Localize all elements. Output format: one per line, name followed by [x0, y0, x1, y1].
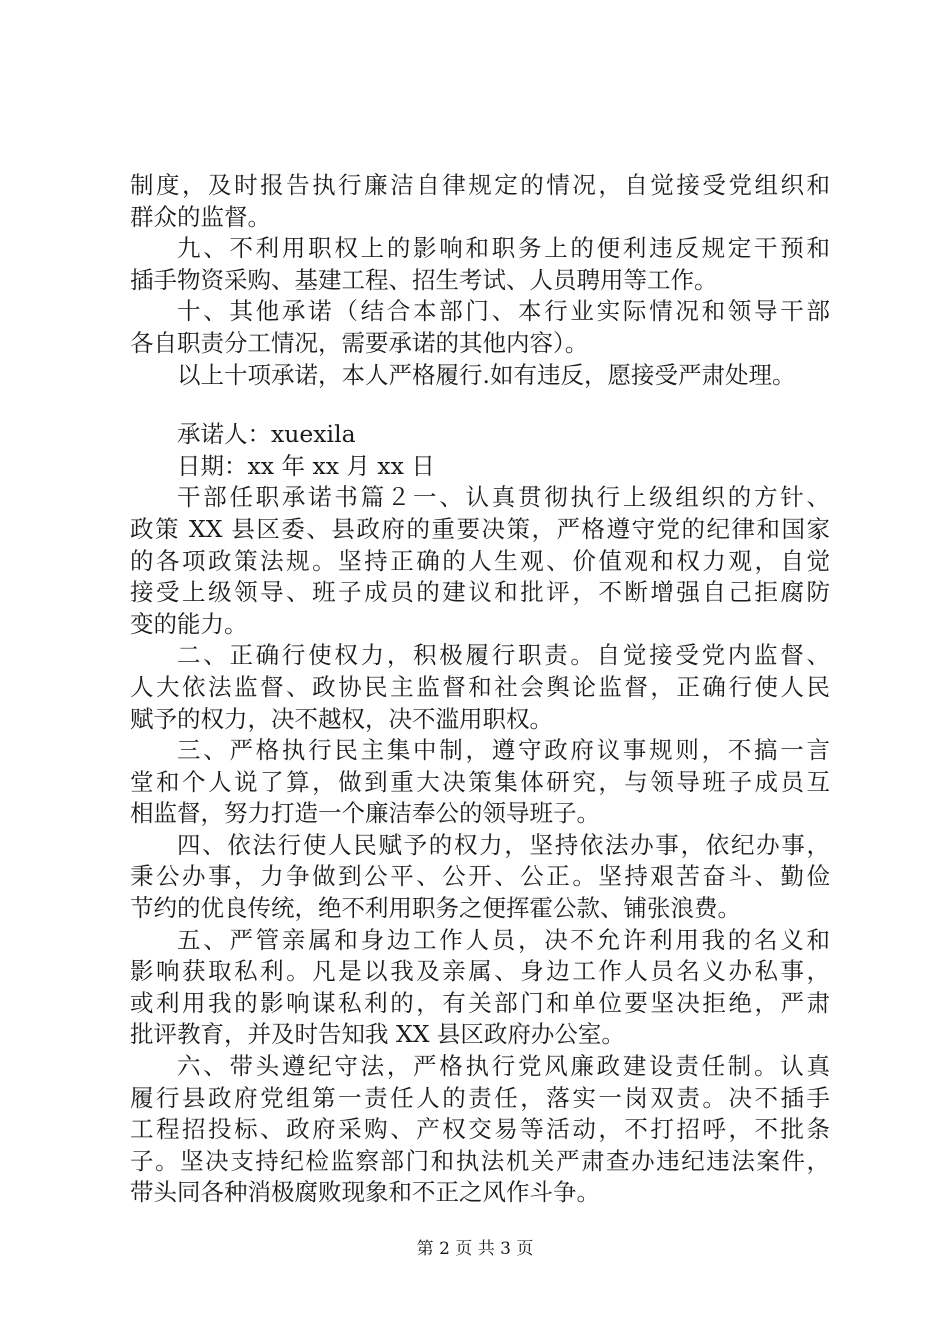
- signatory-line: 承诺人：xuexila: [177, 420, 356, 449]
- paragraph-line: 批评教育，并及时告知我 XX 县区政府办公室。: [130, 1020, 625, 1049]
- paragraph-line: 以上十项承诺，本人严格履行.如有违反，愿接受严肃处理。: [177, 360, 796, 389]
- paragraph-line: 群众的监督。: [130, 202, 271, 231]
- paragraph-line: 带头同各种消极腐败现象和不正之风作斗争。: [130, 1178, 600, 1207]
- paragraph-line: 二、正确行使权力，积极履行职责。自觉接受党内监督、: [177, 641, 830, 670]
- paragraph-line: 六、带头遵纪守法，严格执行党风廉政建设责任制。认真: [177, 1052, 830, 1081]
- paragraph-line: 政策 XX 县区委、县政府的重要决策，严格遵守党的纪律和国家: [130, 514, 830, 543]
- paragraph-line: 插手物资采购、基建工程、招生考试、人员聘用等工作。: [130, 265, 718, 294]
- paragraph-line: 制度，及时报告执行廉洁自律规定的情况，自觉接受党组织和: [130, 171, 830, 199]
- date-line: 日期：xx 年 xx 月 xx 日: [177, 451, 435, 480]
- paragraph-line: 变的能力。: [130, 609, 248, 638]
- paragraph-line: 接受上级领导、班子成员的建议和批评，不断增强自己拒腐防: [130, 578, 830, 607]
- paragraph-line: 各自职责分工情况，需要承诺的其他内容）。: [130, 328, 589, 357]
- paragraph-line: 相监督，努力打造一个廉洁奉公的领导班子。: [130, 799, 600, 828]
- blank-line: [130, 391, 830, 419]
- paragraph-line: 干部任职承诺书篇２一、认真贯彻执行上级组织的方针、: [177, 483, 830, 512]
- document-body: [130, 170, 830, 1209]
- paragraph-line: 影响获取私利。凡是以我及亲属、身边工作人员名义办私事，: [130, 957, 830, 986]
- paragraph-line: 人大依法监督、政协民主监督和社会舆论监督，正确行使人民: [130, 672, 830, 701]
- paragraph-line: 子。坚决支持纪检监察部门和执法机关严肃查办违纪违法案件，: [130, 1146, 830, 1175]
- paragraph-line: 五、严管亲属和身边工作人员，决不允许利用我的名义和: [177, 925, 830, 954]
- paragraph-line: 九、不利用职权上的影响和职务上的便利违反规定干预和: [177, 234, 830, 263]
- paragraph-line: 的各项政策法规。坚持正确的人生观、价值观和权力观，自觉: [130, 546, 830, 575]
- paragraph-line: 节约的优良传统，绝不利用职务之便挥霍公款、铺张浪费。: [130, 894, 741, 923]
- paragraph-line: 赋予的权力，决不越权，决不滥用职权。: [130, 704, 553, 733]
- paragraph-line: 三、严格执行民主集中制，遵守政府议事规则，不搞一言: [177, 736, 830, 765]
- paragraph-line: 十、其他承诺（结合本部门、本行业实际情况和领导干部: [177, 297, 830, 326]
- paragraph-line: 秉公办事，力争做到公平、公开、公正。坚持艰苦奋斗、勤俭: [130, 862, 830, 891]
- paragraph-line: 履行县政府党组第一责任人的责任，落实一岗双责。决不插手: [130, 1083, 830, 1112]
- paragraph-line: 工程招投标、政府采购、产权交易等活动，不打招呼，不批条: [130, 1115, 830, 1144]
- paragraph-line: 四、依法行使人民赋予的权力，坚持依法办事，依纪办事，: [177, 830, 830, 859]
- page-footer: 第 2 页 共 3 页: [416, 1239, 534, 1259]
- paragraph-line: 或利用我的影响谋私利的，有关部门和单位要坚决拒绝，严肃: [130, 988, 830, 1017]
- paragraph-line: 堂和个人说了算，做到重大决策集体研究，与领导班子成员互: [130, 767, 830, 796]
